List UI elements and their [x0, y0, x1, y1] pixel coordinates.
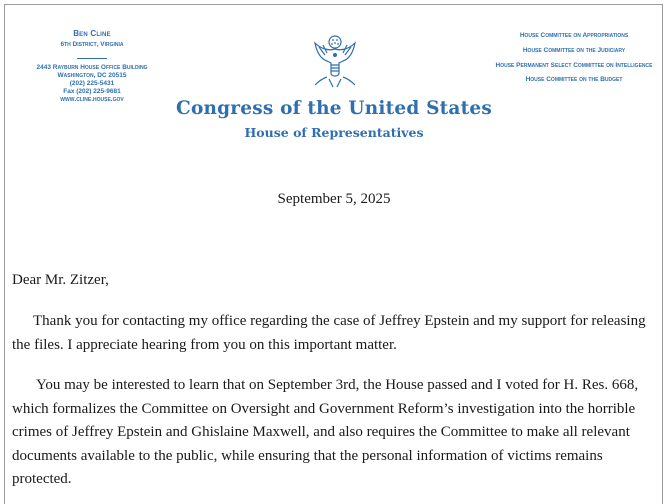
letter-date: September 5, 2025	[277, 191, 391, 207]
representative-name: Ben Cline	[73, 29, 111, 38]
committee-item: House Committee on Appropriations	[519, 32, 629, 39]
website: www.cline.house.gov	[60, 96, 124, 104]
sender-info	[12, 30, 172, 105]
committee-item: House Committee on the Judiciary	[522, 46, 626, 54]
committee-list	[494, 33, 654, 92]
address-line: Washington, DC 20515	[57, 72, 127, 80]
phone: (202) 225-5431	[69, 80, 115, 88]
committee-item: House Permanent Select Committee on Intelligence	[495, 61, 653, 69]
divider	[77, 58, 107, 59]
great-seal-eagle-icon	[307, 33, 363, 89]
committee-item: House Committee on the Budget	[525, 76, 623, 84]
address-line: 2443 Rayburn House Office Building	[36, 63, 148, 71]
paragraph: You may be interested to learn that on September 3rd, the House passed and I voted for H. Res. 668, which formalizes the Committee on Oversight and Government Reform’s investigation into the horrible crimes of Jeffrey Epstein and Ghislaine Maxwell, and also requires the Committee to make all relevant documents available to the public, while ensuring that the personal information of victims remains protected.	[12, 377, 639, 487]
letterhead-subtitle: House of Representatives	[244, 125, 424, 140]
district: 6th District, Virginia	[60, 40, 124, 48]
fax: Fax (202) 225-9681	[63, 88, 121, 96]
paragraph: Thank you for contacting my office regarding the case of Jeffrey Epstein and my support for releasing the files. I appreciate hearing from you on this important matter.	[12, 313, 646, 353]
letterhead-title: Congress of the United States	[176, 98, 492, 119]
greeting: Dear Mr. Zitzer,	[12, 272, 109, 288]
